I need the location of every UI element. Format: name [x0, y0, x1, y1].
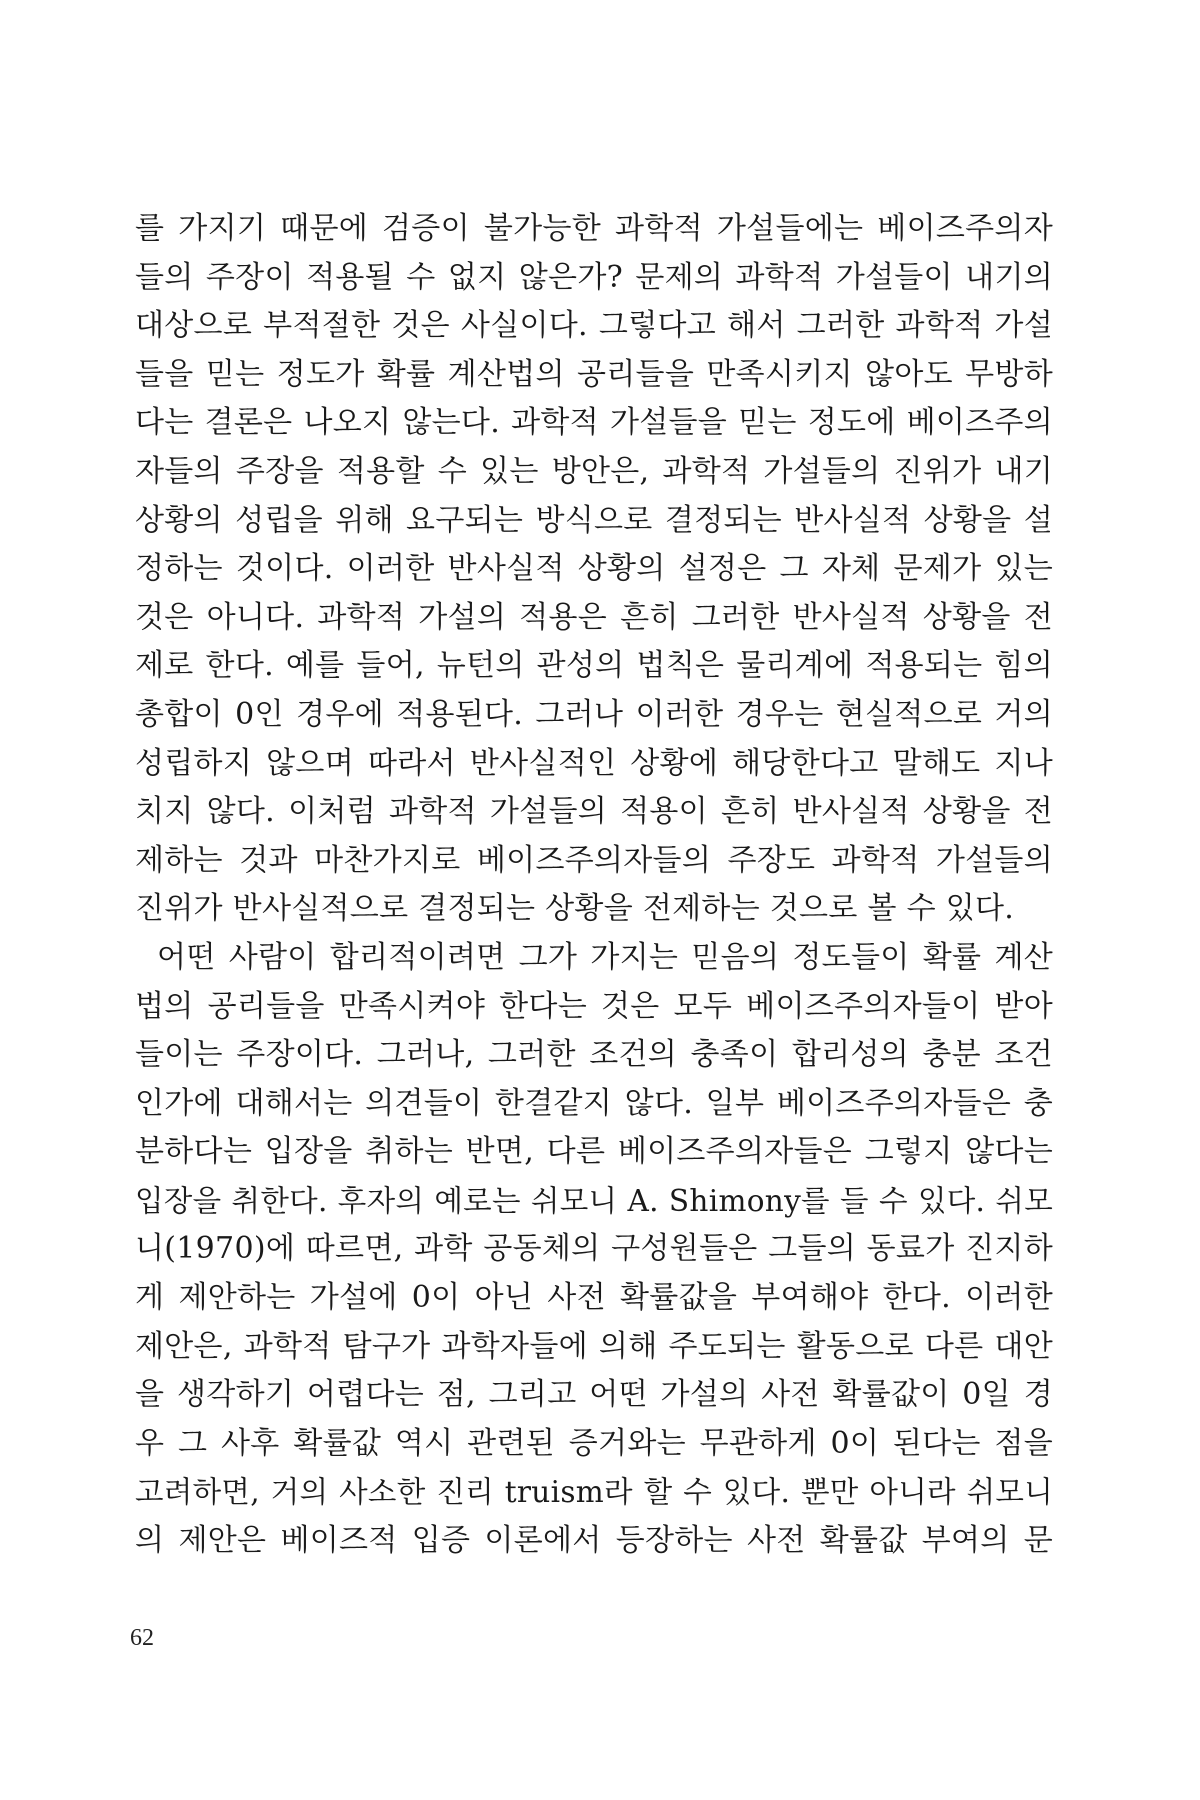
- paragraph-2: [135, 934, 1053, 1566]
- text-line: 법의 공리들을 만족시켜야 한다는 것은 모두 베이즈주의자들이 받아: [135, 988, 1053, 1024]
- text-line: 제안은, 과학적 탐구가 과학자들에 의해 주도되는 활동으로 다른 대안: [135, 1328, 1053, 1364]
- text-line: 니(1970)에 따르면, 과학 공동체의 구성원들은 그들의 동료가 진지하: [135, 1231, 1053, 1267]
- text-line: 진위가 반사실적으로 결정되는 상황을 전제하는 것으로 볼 수 있다.: [135, 891, 1015, 927]
- text-line: 의 제안은 베이즈적 입증 이론에서 등장하는 사전 확률값 부여의 문: [135, 1523, 1053, 1559]
- text-line: 성립하지 않으며 따라서 반사실적인 상황에 해당한다고 말해도 지나: [135, 745, 1053, 781]
- text-line: 대상으로 부적절한 것은 사실이다. 그렇다고 해서 그러한 과학적 가설: [135, 308, 1053, 344]
- text-line: 들의 주장이 적용될 수 없지 않은가? 문제의 과학적 가설들이 내기의: [135, 259, 1053, 295]
- text-line: 어떤 사람이 합리적이려면 그가 가지는 믿음의 정도들이 확률 계산: [157, 939, 1053, 975]
- text-line: 다는 결론은 나오지 않는다. 과학적 가설들을 믿는 정도에 베이즈주의: [135, 405, 1053, 441]
- text-line: 인가에 대해서는 의견들이 한결같지 않다. 일부 베이즈주의자들은 충: [135, 1085, 1053, 1121]
- text-line: 우 그 사후 확률값 역시 관련된 증거와는 무관하게 0이 된다는 점을: [135, 1425, 1053, 1461]
- body-text: [135, 205, 1053, 1566]
- text-line: 고려하면, 거의 사소한 진리 truism라 할 수 있다. 뿐만 아니라 쉬모니: [135, 1475, 1053, 1510]
- text-line: 정하는 것이다. 이러한 반사실적 상황의 설정은 그 자체 문제가 있는: [135, 551, 1053, 587]
- text-line: 를 가지기 때문에 검증이 불가능한 과학적 가설들에는 베이즈주의자: [135, 211, 1053, 246]
- text-line: 입장을 취한다. 후자의 예로는 쉬모니 A. Shimony를 들 수 있다. 쉬모: [135, 1183, 1053, 1218]
- text-line: 총합이 0인 경우에 적용된다. 그러나 이러한 경우는 현실적으로 거의: [135, 696, 1053, 732]
- text-line: 제하는 것과 마찬가지로 베이즈주의자들의 주장도 과학적 가설들의: [135, 842, 1053, 878]
- page-number: 62: [130, 1625, 154, 1651]
- text-line: 게 제안하는 가설에 0이 아닌 사전 확률값을 부여해야 한다. 이러한: [135, 1280, 1053, 1316]
- text-line: 제로 한다. 예를 들어, 뉴턴의 관성의 법칙은 물리계에 적용되는 힘의: [135, 648, 1053, 684]
- text-line: 들이는 주장이다. 그러나, 그러한 조건의 충족이 합리성의 충분 조건: [135, 1037, 1053, 1073]
- text-line: 것은 아니다. 과학적 가설의 적용은 흔히 그러한 반사실적 상황을 전: [135, 599, 1053, 635]
- text-line: 분하다는 입장을 취하는 반면, 다른 베이즈주의자들은 그렇지 않다는: [135, 1134, 1053, 1170]
- text-line: 치지 않다. 이처럼 과학적 가설들의 적용이 흔히 반사실적 상황을 전: [135, 794, 1053, 830]
- paragraph-1: [135, 205, 1053, 934]
- text-line: 들을 믿는 정도가 확률 계산법의 공리들을 만족시키지 않아도 무방하: [135, 356, 1053, 392]
- text-line: 자들의 주장을 적용할 수 있는 방안은, 과학적 가설들의 진위가 내기: [135, 453, 1053, 489]
- text-line: 을 생각하기 어렵다는 점, 그리고 어떤 가설의 사전 확률값이 0일 경: [135, 1377, 1053, 1413]
- text-line: 상황의 성립을 위해 요구되는 방식으로 결정되는 반사실적 상황을 설: [135, 502, 1053, 538]
